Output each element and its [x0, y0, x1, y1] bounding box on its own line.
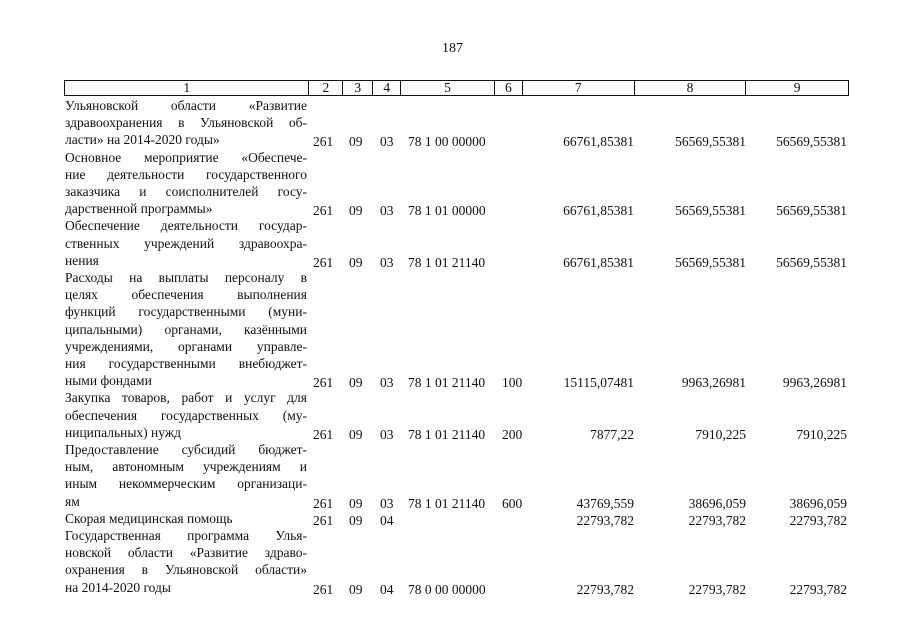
- description-line: на 2014-2020 годы: [65, 579, 171, 595]
- cell-c3: 09: [349, 375, 363, 391]
- header-col-8: 8: [634, 81, 746, 95]
- row-description: [65, 389, 307, 441]
- header-col-5: 5: [400, 81, 494, 95]
- description-line: иным некоммерческим организаци-: [65, 476, 307, 492]
- cell-c9: 56569,55381: [776, 203, 847, 219]
- description-line: Государственная программа Улья-: [65, 528, 307, 543]
- cell-c8: 22793,782: [688, 512, 746, 528]
- description-line: ния государственными внебюджет-: [65, 355, 307, 371]
- cell-c8: 7910,225: [695, 426, 746, 442]
- cell-c7: 43769,559: [576, 495, 634, 511]
- cell-c5: 78 1 01 21140: [408, 495, 486, 511]
- cell-c2: 261: [313, 495, 334, 511]
- description-line: обеспечения государственных (му-: [65, 407, 307, 423]
- cell-c5: 78 1 00 00000: [408, 134, 486, 150]
- cell-c4: 03: [380, 375, 394, 391]
- description-line: Основное мероприятие «Обеспече-: [65, 149, 307, 165]
- cell-c3: 09: [349, 254, 363, 270]
- cell-c3: 09: [349, 134, 363, 150]
- cell-c8: 56569,55381: [675, 203, 746, 219]
- cell-c3: 09: [349, 426, 363, 442]
- cell-c4: 04: [380, 512, 394, 528]
- description-line: новской области «Развитие здраво-: [65, 545, 307, 561]
- cell-c2: 261: [313, 581, 334, 597]
- description-line: дарственной программы»: [65, 201, 213, 217]
- cell-c3: 09: [349, 512, 363, 528]
- description-line: Расходы на выплаты персоналу в: [65, 270, 307, 285]
- cell-c8: 38696,059: [688, 495, 746, 511]
- table-header: [64, 80, 849, 96]
- cell-c9: 22793,782: [789, 512, 847, 528]
- cell-c5: 78 1 01 00000: [408, 203, 486, 219]
- cell-c8: 22793,782: [688, 581, 746, 597]
- cell-c9: 22793,782: [789, 581, 847, 597]
- description-line: Скорая медицинская помощь: [65, 510, 233, 526]
- cell-c4: 03: [380, 254, 394, 270]
- cell-c7: 22793,782: [576, 581, 634, 597]
- description-line: ние деятельности государственного: [65, 166, 307, 182]
- description-line: Ульяновской области «Развитие: [65, 98, 307, 113]
- cell-c8: 56569,55381: [675, 254, 746, 270]
- cell-c3: 09: [349, 495, 363, 511]
- description-line: ными фондами: [65, 373, 152, 389]
- cell-c4: 03: [380, 426, 394, 442]
- cell-c7: 66761,85381: [563, 134, 634, 150]
- cell-c4: 03: [380, 134, 394, 150]
- cell-c4: 04: [380, 581, 394, 597]
- row-description: [65, 149, 307, 218]
- cell-c2: 261: [313, 254, 334, 270]
- description-line: Закупка товаров, работ и услуг для: [65, 390, 307, 406]
- cell-c3: 09: [349, 581, 363, 597]
- header-col-9: 9: [745, 81, 848, 95]
- cell-c6: 600: [502, 495, 523, 511]
- cell-c9: 56569,55381: [776, 254, 847, 270]
- header-col-3: 3: [342, 81, 372, 95]
- cell-c9: 38696,059: [789, 495, 847, 511]
- description-line: Обеспечение деятельности государ-: [65, 218, 307, 234]
- cell-c2: 261: [313, 426, 334, 442]
- description-line: ям: [65, 493, 80, 509]
- description-line: целях обеспечения выполнения: [65, 287, 307, 303]
- cell-c2: 261: [313, 203, 334, 219]
- description-line: здравоохранения в Ульяновской об-: [65, 115, 307, 131]
- cell-c2: 261: [313, 375, 334, 391]
- cell-c7: 66761,85381: [563, 254, 634, 270]
- description-line: ципальными) органами, казёнными: [65, 321, 307, 337]
- cell-c2: 261: [313, 134, 334, 150]
- description-line: ласти» на 2014-2020 годы»: [65, 132, 220, 148]
- description-line: заказчика и соисполнителей госу-: [65, 183, 307, 199]
- row-description: [65, 510, 307, 527]
- cell-c5: 78 1 01 21140: [408, 254, 486, 270]
- header-col-2: 2: [308, 81, 342, 95]
- cell-c5: 78 1 01 21140: [408, 426, 486, 442]
- cell-c4: 03: [380, 203, 394, 219]
- row-description: [65, 441, 307, 510]
- cell-c7: 66761,85381: [563, 203, 634, 219]
- cell-c8: 56569,55381: [675, 134, 746, 150]
- row-description: [65, 527, 307, 596]
- cell-c7: 7877,22: [590, 426, 634, 442]
- header-col-4: 4: [372, 81, 400, 95]
- header-col-6: 6: [494, 81, 522, 95]
- cell-c2: 261: [313, 512, 334, 528]
- cell-c9: 9963,26981: [782, 375, 847, 391]
- header-col-7: 7: [522, 81, 634, 95]
- description-line: ниципальных) нужд: [65, 424, 182, 440]
- cell-c8: 9963,26981: [681, 375, 746, 391]
- cell-c5: 78 1 01 21140: [408, 375, 486, 391]
- cell-c6: 100: [502, 375, 523, 391]
- description-line: Предоставление субсидий бюджет-: [65, 442, 307, 457]
- description-line: нения: [65, 252, 99, 268]
- cell-c4: 03: [380, 495, 394, 511]
- description-line: охранения в Ульяновской области»: [65, 562, 307, 578]
- cell-c7: 22793,782: [576, 512, 634, 528]
- page-number: 187: [442, 41, 463, 56]
- description-line: учреждениями, органами управле-: [65, 338, 307, 354]
- description-line: ственных учреждений здравоохра-: [65, 235, 307, 251]
- cell-c9: 56569,55381: [776, 134, 847, 150]
- row-description: [65, 97, 307, 149]
- cell-c6: 200: [502, 426, 523, 442]
- description-line: функций государственными (муни-: [65, 304, 307, 320]
- header-col-1: 1: [183, 80, 191, 95]
- cell-c3: 09: [349, 203, 363, 219]
- row-description: [65, 217, 307, 269]
- cell-c9: 7910,225: [796, 426, 847, 442]
- cell-c7: 15115,07481: [563, 375, 634, 391]
- cell-c5: 78 0 00 00000: [408, 581, 486, 597]
- row-description: [65, 269, 307, 389]
- description-line: ным, автономным учреждениям и: [65, 459, 307, 475]
